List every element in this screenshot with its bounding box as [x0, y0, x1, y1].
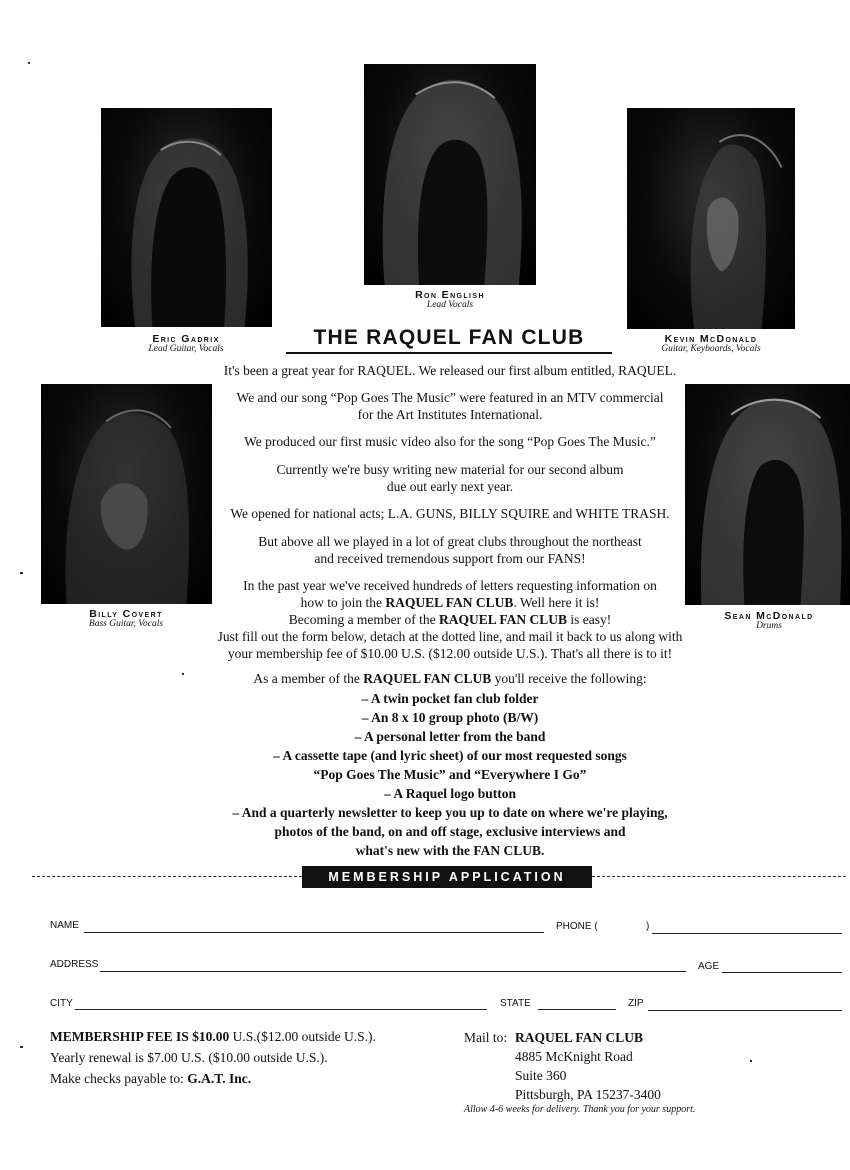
fee-info [50, 1026, 376, 1089]
name-label: NAME [50, 920, 79, 931]
scan-speck [20, 572, 23, 574]
mail-street: 4885 McKnight Road [515, 1049, 633, 1064]
club-name: RAQUEL FAN CLUB [385, 595, 514, 610]
fee-amount: MEMBERSHIP FEE IS $10.00 [50, 1029, 230, 1044]
mail-city: Pittsburgh, PA 15237-3400 [515, 1087, 661, 1102]
city-field[interactable] [75, 1009, 487, 1010]
text-segment: is easy! [567, 612, 612, 627]
portrait-silhouette [685, 384, 850, 605]
caption-kevin-mcdonald [626, 334, 796, 355]
member-name: Billy Covert [89, 608, 163, 620]
text-line [180, 670, 720, 687]
text-line: We and our song “Pop Goes The Music” were featured in an MTV commercial [236, 390, 664, 405]
member-role: Lead Vocals [426, 300, 474, 311]
age-label: AGE [698, 961, 720, 972]
text-segment: U.S.($12.00 outside U.S.). [229, 1029, 376, 1044]
clubs-paragraph [212, 533, 688, 567]
club-name: RAQUEL FAN CLUB [363, 671, 492, 686]
portrait-silhouette [41, 384, 212, 604]
text-segment: . Well here it is! [513, 595, 600, 610]
video-paragraph [212, 433, 688, 450]
benefit-item: “Pop Goes The Music” and “Everywhere I Go” [313, 767, 587, 782]
club-name: RAQUEL FAN CLUB [439, 612, 568, 627]
photo-billy-covert [41, 384, 212, 604]
benefit-item: – A personal letter from the band [354, 729, 546, 744]
text-segment: how to join the [300, 595, 386, 610]
address-field[interactable] [100, 971, 686, 972]
benefit-item: – A cassette tape (and lyric sheet) of our most requested songs [273, 748, 627, 763]
phone-close-paren: ) [646, 921, 650, 932]
zip-label: ZIP [628, 998, 644, 1009]
intro-paragraph [180, 362, 720, 379]
mtv-paragraph [212, 389, 688, 423]
text-segment: you'll receive the following: [491, 671, 647, 686]
scan-speck [20, 1046, 23, 1048]
benefit-item: what's new with the FAN CLUB. [355, 843, 545, 858]
mail-address [515, 1028, 661, 1104]
text-line: and received tremendous support from our FANS! [314, 551, 586, 566]
zip-field[interactable] [648, 1010, 842, 1011]
benefit-item: – A Raquel logo button [383, 786, 517, 801]
photo-kevin-mcdonald [627, 108, 795, 329]
text-line: for the Art Institutes International. [357, 407, 543, 422]
member-role: Lead Guitar, Vocals [148, 344, 224, 355]
member-role: Drums [756, 621, 782, 632]
application-header: MEMBERSHIP APPLICATION [302, 866, 592, 888]
mail-to-label: Mail to: [464, 1030, 508, 1045]
text-line: Currently we're busy writing new material for our second album [276, 462, 624, 477]
club-name: RAQUEL FAN CLUB [515, 1030, 644, 1045]
fee-line [50, 1026, 376, 1047]
text-segment: Becoming a member of the [288, 612, 440, 627]
text-line: Just fill out the form below, detach at the dotted line, and mail it back to us along with [217, 629, 683, 644]
text-line: In the past year we've received hundreds of letters requesting information on [243, 578, 657, 593]
payee: G.A.T. Inc. [187, 1071, 252, 1086]
text-segment: As a member of the [253, 671, 364, 686]
phone-field[interactable] [652, 933, 842, 934]
photo-ron-english [364, 64, 536, 285]
text-line: It's been a great year for RAQUEL. We released our first album entitled, RAQUEL. [223, 363, 677, 378]
text-line [180, 594, 720, 611]
text-line: We opened for national acts; L.A. GUNS, BILLY SQUIRE and WHITE TRASH. [230, 506, 670, 521]
portrait-silhouette [101, 108, 272, 327]
opened-for-paragraph [212, 505, 688, 522]
benefits-list [180, 689, 720, 860]
text-line [180, 611, 720, 628]
phone-label: PHONE ( [556, 921, 598, 932]
portrait-silhouette [627, 108, 795, 329]
text-line: your membership fee of $10.00 U.S. ($12.00 outside U.S.). That's all there is to it! [227, 646, 673, 661]
text-segment: Make checks payable to: [50, 1071, 188, 1086]
text-line: due out early next year. [386, 479, 514, 494]
scan-speck [182, 673, 184, 675]
member-name: Eric Gadrix [152, 333, 220, 345]
member-name: Ron English [415, 289, 485, 301]
checks-line [50, 1068, 376, 1089]
state-field[interactable] [538, 1009, 616, 1010]
photo-sean-mcdonald [685, 384, 850, 605]
member-name: Sean McDonald [724, 610, 814, 622]
name-field[interactable] [84, 932, 544, 933]
mail-name [515, 1028, 661, 1047]
address-label: ADDRESS [50, 959, 99, 970]
member-name: Kevin McDonald [664, 333, 758, 345]
photo-eric-gadrix [101, 108, 272, 327]
member-role: Guitar, Keyboards, Vocals [661, 344, 761, 355]
benefit-item: – A twin pocket fan club folder [361, 691, 539, 706]
detach-line-right [592, 876, 846, 877]
text-line: We produced our first music video also for the song “Pop Goes The Music.” [244, 434, 656, 449]
caption-ron-english [375, 290, 525, 311]
detach-line-left [32, 876, 302, 877]
portrait-silhouette [364, 64, 536, 285]
new-album-paragraph [212, 461, 688, 495]
text-line: But above all we played in a lot of great clubs throughout the northeast [258, 534, 642, 549]
benefit-item: – And a quarterly newsletter to keep you up to date on where we're playing, [232, 805, 668, 820]
caption-billy-covert [51, 609, 201, 630]
delivery-note: Allow 4-6 weeks for delivery. Thank you for your support. [464, 1104, 696, 1115]
member-role: Bass Guitar, Vocals [88, 619, 164, 630]
scan-speck [28, 62, 30, 64]
city-label: CITY [50, 998, 73, 1009]
mail-suite: Suite 360 [515, 1068, 567, 1083]
benefit-item: – An 8 x 10 group photo (B/W) [361, 710, 539, 725]
scan-speck [750, 1060, 752, 1062]
page-title: THE RAQUEL FAN CLUB [286, 326, 612, 354]
caption-eric-gadrix [111, 334, 261, 355]
join-paragraph [180, 577, 720, 662]
state-label: STATE [500, 998, 531, 1009]
renewal-line: Yearly renewal is $7.00 U.S. ($10.00 outside U.S.). [50, 1050, 328, 1065]
benefits-intro [180, 670, 720, 687]
age-field[interactable] [722, 972, 842, 973]
benefit-item: photos of the band, on and off stage, exclusive interviews and [274, 824, 626, 839]
